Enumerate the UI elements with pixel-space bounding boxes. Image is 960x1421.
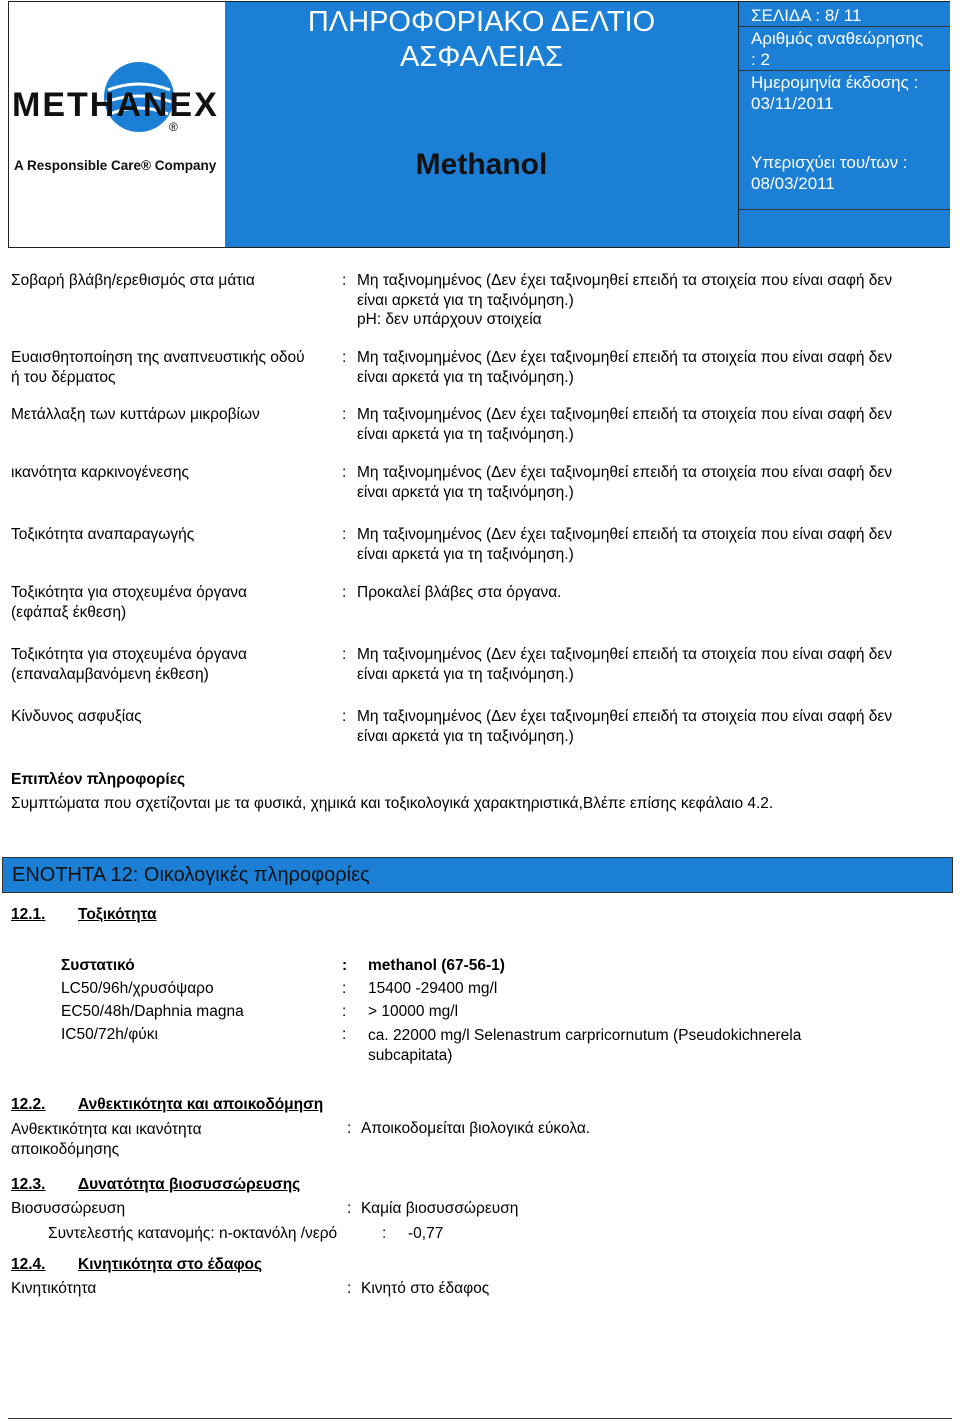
tox-label-carcinogenicity: ικανότητα καρκινογένεσης bbox=[11, 464, 189, 481]
partition-coefficient-label: Συντελεστής κατανομής: n-οκτανόλη /νερό bbox=[48, 1225, 338, 1242]
eco-label-ec50: EC50/48h/Daphnia magna bbox=[61, 1003, 244, 1020]
component-value: methanol (67-56-1) bbox=[368, 957, 505, 974]
eco-value-lc50: 15400 -29400 mg/l bbox=[368, 980, 498, 997]
bioaccumulation-value: Καμία βιοσυσσώρευση bbox=[361, 1200, 519, 1217]
document-header bbox=[8, 1, 950, 248]
logo-area bbox=[9, 2, 226, 247]
logo-wordmark: METHANEX bbox=[12, 86, 219, 124]
persistence-value: Αποικοδομείται βιολογικά εύκολα. bbox=[361, 1120, 591, 1137]
eco-value-ic50: ca. 22000 mg/l Selenastrum carpricornutum (Pseudokichnerela subcapitata) bbox=[368, 1027, 802, 1064]
title-area bbox=[225, 2, 738, 247]
tox-value-sensitisation: Μη ταξινομημένος (Δεν έχει ταξινομηθεί επειδή τα στοιχεία που είναι σαφή δεν είναι αρκετά για τη ταξινόμηση.) bbox=[357, 349, 893, 386]
tox-label-sensitisation: Ευαισθητοποίηση της αναπνευστικής οδού ή του δέρματος bbox=[11, 349, 305, 386]
subsection-12-4-title: Κινητικότητα στο έδαφος bbox=[78, 1256, 263, 1273]
tox-label-aspiration: Κίνδυνος ασφυξίας bbox=[11, 708, 142, 725]
section-12-title: ΕΝΟΤΗΤΑ 12: Οικολογικές πληροφορίες bbox=[12, 864, 370, 886]
tox-value-reproductive: Μη ταξινομημένος (Δεν έχει ταξινομηθεί επειδή τα στοιχεία που είναι σαφή δεν είναι αρκετά για τη ταξινόμηση.) bbox=[357, 526, 893, 563]
bioaccumulation-label: Βιοσυσσώρευση bbox=[11, 1200, 126, 1217]
subsection-12-1-title: Τοξικότητα bbox=[78, 906, 157, 923]
subsection-12-2-title: Ανθεκτικότητα και αποικοδόμηση bbox=[78, 1096, 324, 1113]
issue-date-value: 03/11/2011 bbox=[751, 94, 834, 113]
tox-value-carcinogenicity: Μη ταξινομημένος (Δεν έχει ταξινομηθεί επειδή τα στοιχεία που είναι σαφή δεν είναι αρκετά για τη ταξινόμηση.) bbox=[357, 464, 893, 501]
tox-label-reproductive: Τοξικότητα αναπαραγωγής bbox=[11, 526, 195, 543]
tox-value-eye: Μη ταξινομημένος (Δεν έχει ταξινομηθεί επειδή τα στοιχεία που είναι σαφή δεν είναι αρκετά για τη ταξινόμηση.) pH: δεν υπάρχουν στοιχεία bbox=[357, 272, 893, 328]
additional-info-text: Συμπτώματα που σχετίζονται με τα φυσικά, χημικά και τοξικολογικά χαρακτηριστικά,Βλέπε επίσης κεφάλαιο 4.2. bbox=[11, 795, 774, 812]
tox-value-mutagenicity: Μη ταξινομημένος (Δεν έχει ταξινομηθεί επειδή τα στοιχεία που είναι σαφή δεν είναι αρκετά για τη ταξινόμηση.) bbox=[357, 406, 893, 443]
tox-label-stot-single: Τοξικότητα για στοχευμένα όργανα (εφάπαξ έκθεση) bbox=[11, 584, 248, 621]
subsection-12-3-title: Δυνατότητα βιοσυσσώρευσης bbox=[78, 1176, 301, 1193]
supersedes-value: 08/03/2011 bbox=[751, 174, 835, 193]
mobility-value: Κινητό στο έδαφος bbox=[361, 1280, 490, 1297]
additional-info-heading: Επιπλέον πληροφορίες bbox=[11, 771, 186, 788]
component-label: Συστατικό bbox=[61, 957, 135, 974]
document-title: ΠΛΗΡΟΦΟΡΙΑΚΟ ΔΕΛΤΙΟ ΑΣΦΑΛΕΙΑΣ bbox=[307, 6, 656, 73]
tox-label-stot-repeated: Τοξικότητα για στοχευμένα όργανα (επαναλαμβανόμενη έκθεση) bbox=[11, 646, 248, 683]
partition-coefficient-value: -0,77 bbox=[408, 1225, 444, 1242]
tox-value-stot-single: Προκαλεί βλάβες στα όργανα. bbox=[357, 584, 562, 601]
logo-tagline: A Responsible Care® Company bbox=[14, 158, 217, 173]
footer-divider bbox=[8, 1418, 952, 1419]
revision-value: : 2 bbox=[751, 50, 770, 69]
tox-value-stot-repeated: Μη ταξινομημένος (Δεν έχει ταξινομηθεί επειδή τα στοιχεία που είναι σαφή δεν είναι αρκετά για τη ταξινόμηση.) bbox=[357, 646, 893, 683]
supersedes-label: Υπερισχύει του/των : bbox=[751, 153, 908, 172]
issue-date-label: Ημερομηνία έκδοσης : bbox=[751, 73, 919, 92]
section-12-header bbox=[2, 857, 953, 893]
page-number: ΣΕΛΙΔΑ : 8/ 11 bbox=[751, 6, 862, 25]
subsection-12-3-number: 12.3. bbox=[11, 1176, 46, 1193]
subsection-12-2-number: 12.2. bbox=[11, 1096, 46, 1113]
tox-label-eye: Σοβαρή βλάβη/ερεθισμός στα μάτια bbox=[11, 272, 255, 289]
eco-label-lc50: LC50/96h/χρυσόψαρο bbox=[61, 980, 214, 997]
mobility-label: Κινητικότητα bbox=[11, 1280, 97, 1297]
subsection-12-4-number: 12.4. bbox=[11, 1256, 46, 1273]
eco-value-ec50: > 10000 mg/l bbox=[368, 1003, 459, 1020]
eco-label-ic50: IC50/72h/φύκι bbox=[61, 1026, 158, 1043]
product-name: Methanol bbox=[415, 148, 548, 181]
document-info bbox=[738, 2, 950, 247]
tox-label-mutagenicity: Μετάλλαξη των κυττάρων μικροβίων bbox=[11, 406, 260, 423]
subsection-12-1-number: 12.1. bbox=[11, 906, 46, 923]
registered-mark: ® bbox=[169, 120, 178, 134]
tox-value-aspiration: Μη ταξινομημένος (Δεν έχει ταξινομηθεί επειδή τα στοιχεία που είναι σαφή δεν είναι αρκετά για τη ταξινόμηση.) bbox=[357, 708, 893, 745]
revision-label: Αριθμός αναθεώρησης bbox=[751, 29, 924, 48]
persistence-label: Ανθεκτικότητα και ικανότητα αποικοδόμησης bbox=[11, 1121, 202, 1158]
